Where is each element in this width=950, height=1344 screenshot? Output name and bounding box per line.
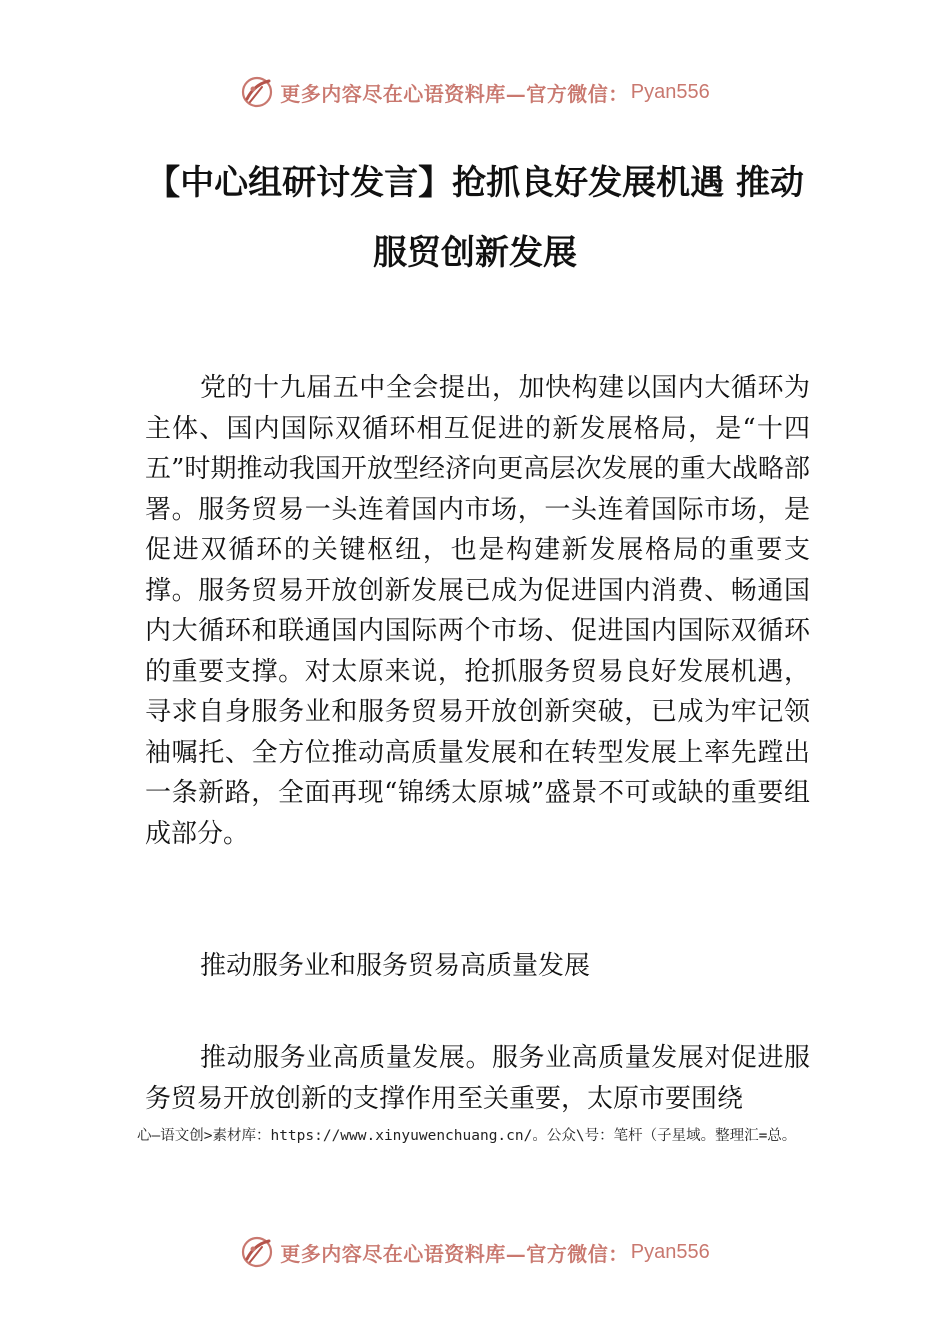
footer-banner — [0, 1232, 950, 1272]
banner-text: 更多内容尽在心语资料库—官方微信： — [280, 81, 629, 106]
banner-text: 更多内容尽在心语资料库—官方微信： — [280, 1241, 629, 1266]
section-heading: 推动服务业和服务贸易高质量发展 — [200, 951, 591, 981]
wechat-id: Pyan556 — [630, 1240, 710, 1263]
paragraph-2: 推动服务业高质量发展。服务业高质量发展对促进服务贸易开放创新的支撑作用至关重要，太原市要围绕 — [145, 1043, 810, 1114]
wechat-id: Pyan556 — [630, 80, 710, 103]
logo-icon — [240, 1235, 274, 1269]
page-title: 【中心组研讨发言】抢抓良好发展机遇 推动服贸创新发展 — [146, 163, 804, 273]
paragraph-1: 党的十九届五中全会提出，加快构建以国内大循环为主体、国内国际双循环相互促进的新发展格局，是“十四五”时期推动我国开放型经济向更高层次发展的重大战略部署。服务贸易一头连着国内市场，一头连着国际市场，是促进双循环的关键枢纽，也是构建新发展格局的重要支撑。服务贸易开放创新发展已成为促进国内消费、畅通国内大循环和联通国内国际两个市场、促进国内国际双循环的重要支撑。对太原来说，抢抓服务贸易良好发展机遇，寻求自身服务业和服务贸易开放创新突破，已成为牢记领袖嘱托、全方位推动高质量发展和在转型发展上率先蹚出一条新路，全面再现“锦绣太原城”盛景不可或缺的重要组成部分。 — [145, 373, 810, 849]
logo-icon — [240, 75, 274, 109]
header-banner — [0, 72, 950, 112]
footnote: 心—语文创>素材库：https://www.xinyuwenchuang.cn/。公众\号：笔杆（子星域。整理汇=总。 — [137, 1128, 797, 1144]
